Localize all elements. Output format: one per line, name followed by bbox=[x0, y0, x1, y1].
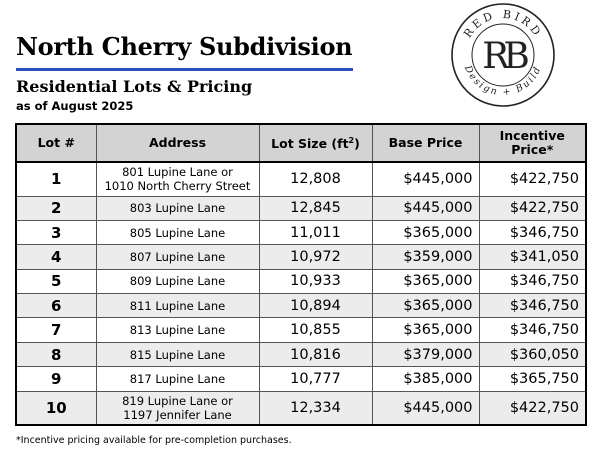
table-row bbox=[16, 318, 586, 342]
base-price: $359,000 bbox=[372, 245, 479, 269]
page-title: North Cherry Subdivision bbox=[16, 32, 353, 61]
base-price: $365,000 bbox=[372, 318, 479, 342]
base-price: $445,000 bbox=[372, 391, 479, 425]
lot-number: 5 bbox=[16, 269, 96, 293]
red-bird-logo bbox=[450, 2, 556, 108]
table-row bbox=[16, 391, 586, 425]
col-header-base-price: Base Price bbox=[372, 124, 479, 162]
logo-bottom-text: Design + Build bbox=[461, 63, 545, 99]
incentive-price: $365,750 bbox=[479, 367, 586, 391]
lot-address: 811 Lupine Lane bbox=[96, 294, 259, 318]
lot-address: 819 Lupine Lane or 1197 Jennifer Lane bbox=[96, 391, 259, 425]
lot-pricing-table bbox=[15, 123, 587, 426]
col-header-incentive-price: Incentive Price* bbox=[479, 124, 586, 162]
incentive-price: $341,050 bbox=[479, 245, 586, 269]
logo-monogram: RB bbox=[482, 36, 524, 77]
base-price: $445,000 bbox=[372, 162, 479, 196]
base-price: $365,000 bbox=[372, 269, 479, 293]
lot-size: 12,845 bbox=[259, 196, 372, 220]
incentive-price: $422,750 bbox=[479, 162, 586, 196]
incentive-price: $360,050 bbox=[479, 342, 586, 366]
lot-number: 10 bbox=[16, 391, 96, 425]
lot-number: 1 bbox=[16, 162, 96, 196]
lot-number: 8 bbox=[16, 342, 96, 366]
col-header-lot: Lot # bbox=[16, 124, 96, 162]
base-price: $365,000 bbox=[372, 294, 479, 318]
lot-address: 815 Lupine Lane bbox=[96, 342, 259, 366]
table-row bbox=[16, 196, 586, 220]
lot-address: 801 Lupine Lane or 1010 North Cherry Street bbox=[96, 162, 259, 196]
lot-size: 10,894 bbox=[259, 294, 372, 318]
logo-top-text: RED BIRD bbox=[461, 7, 545, 41]
table-row bbox=[16, 162, 586, 196]
lot-address: 817 Lupine Lane bbox=[96, 367, 259, 391]
base-price: $445,000 bbox=[372, 196, 479, 220]
lot-address: 809 Lupine Lane bbox=[96, 269, 259, 293]
table-row bbox=[16, 342, 586, 366]
footnote: *Incentive pricing available for pre-completion purchases. bbox=[16, 435, 292, 446]
lot-size: 10,855 bbox=[259, 318, 372, 342]
lot-address: 803 Lupine Lane bbox=[96, 196, 259, 220]
lot-address: 813 Lupine Lane bbox=[96, 318, 259, 342]
incentive-price: $346,750 bbox=[479, 220, 586, 244]
as-of-date: as of August 2025 bbox=[16, 99, 134, 113]
col-header-address: Address bbox=[96, 124, 259, 162]
page-subtitle: Residential Lots & Pricing bbox=[16, 77, 253, 96]
incentive-price: $422,750 bbox=[479, 391, 586, 425]
lot-address: 807 Lupine Lane bbox=[96, 245, 259, 269]
incentive-price: $346,750 bbox=[479, 294, 586, 318]
incentive-price: $346,750 bbox=[479, 318, 586, 342]
incentive-price: $346,750 bbox=[479, 269, 586, 293]
lot-number: 7 bbox=[16, 318, 96, 342]
lot-size: 11,011 bbox=[259, 220, 372, 244]
col-header-lot-size: Lot Size $(ft^2)$ bbox=[259, 124, 372, 162]
base-price: $385,000 bbox=[372, 367, 479, 391]
table-row bbox=[16, 269, 586, 293]
lot-number: 4 bbox=[16, 245, 96, 269]
lot-size: 10,816 bbox=[259, 342, 372, 366]
lot-address: 805 Lupine Lane bbox=[96, 220, 259, 244]
lot-number: 9 bbox=[16, 367, 96, 391]
table-row bbox=[16, 367, 586, 391]
lot-number: 3 bbox=[16, 220, 96, 244]
lot-size: 10,972 bbox=[259, 245, 372, 269]
table-row bbox=[16, 245, 586, 269]
table-row bbox=[16, 294, 586, 318]
base-price: $365,000 bbox=[372, 220, 479, 244]
title-underline bbox=[16, 68, 353, 71]
lot-size: 10,777 bbox=[259, 367, 372, 391]
lot-number: 2 bbox=[16, 196, 96, 220]
table-row bbox=[16, 220, 586, 244]
lot-number: 6 bbox=[16, 294, 96, 318]
lot-size: 12,334 bbox=[259, 391, 372, 425]
table-header-row bbox=[16, 124, 586, 162]
incentive-price: $422,750 bbox=[479, 196, 586, 220]
base-price: $379,000 bbox=[372, 342, 479, 366]
lot-size: 10,933 bbox=[259, 269, 372, 293]
lot-size: 12,808 bbox=[259, 162, 372, 196]
